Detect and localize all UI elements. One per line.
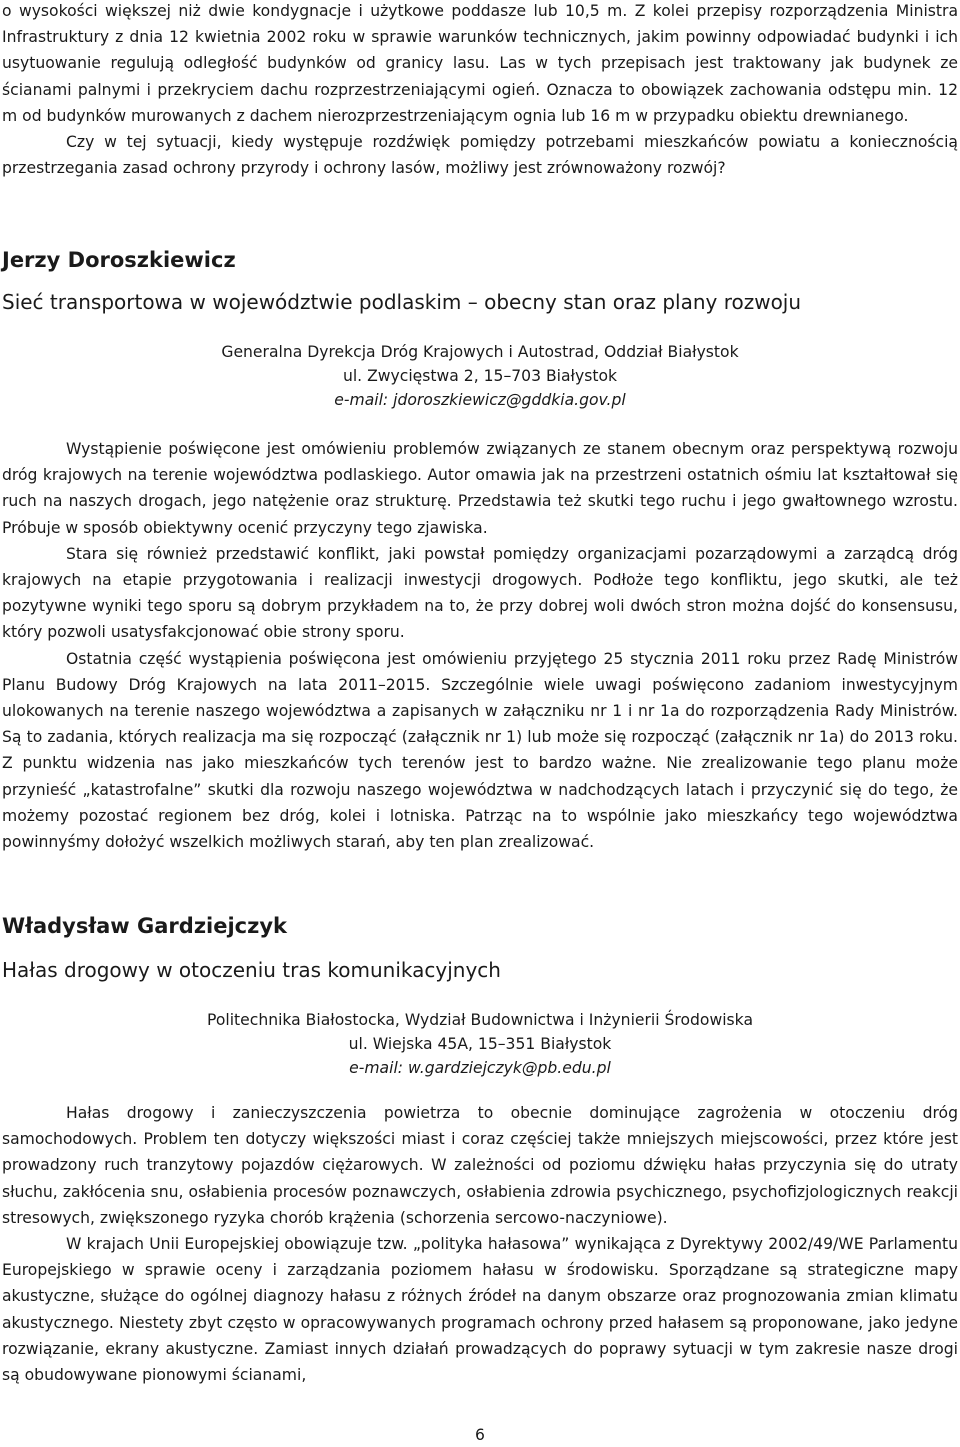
address: ul. Wiejska 45A, 15–351 Białystok xyxy=(348,1035,612,1053)
author-name: Władysław Gardziejczyk xyxy=(2,914,288,938)
article-title: Sieć transportowa w województwie podlaskim – obecny stan oraz plany rozwoju xyxy=(2,290,802,314)
article-body xyxy=(2,436,958,855)
paragraph: o wysokości większej niż dwie kondygnacje i użytkowe poddasze lub 10,5 m. Z kolei przepisy rozporządzenia Ministra Infrastruktury z dnia 12 kwietnia 2002 roku w sprawie warunków technicznych, jakim powinny odpowiadać budynki i ich usytuowanie regulują odległość budynków od granicy lasu. Las w tych przepisach jest traktowany jak budynek ze ścianami palnymi i przekryciem dachu rozprzestrzeniającymi ogień. Oznacza to obowiązek zachowania odstępu min. 12 m od budynków murowanych z dachem nierozprzestrzeniającym ognia lub 16 m w przypadku obiektu drewnianego. xyxy=(2,2,958,125)
paragraph: Stara się również przedstawić konflikt, jaki powstał pomiędzy organizacjami pozarządowymi a zarządcą dróg krajowych na etapie przygotowania i realizacji inwestycji drogowych. Podłoże tego konfliktu, jego skutki, ale też pozytywne wyniki tego sporu są dobrym przykładem na to, że przy dobrej woli dwóch stron można dojść do konsensusu, który pozwoli usatysfakcjonować obie strony sporu. xyxy=(2,544,958,642)
affiliation: Politechnika Białostocka, Wydział Budownictwa i Inżynierii Środowiska xyxy=(206,1011,753,1029)
affiliation-block xyxy=(2,340,958,412)
previous-section-body xyxy=(2,0,958,181)
email-link[interactable]: e-mail: jdoroszkiewicz@gddkia.gov.pl xyxy=(334,391,626,409)
affiliation-block xyxy=(2,1008,958,1080)
page-number: 6 xyxy=(475,1426,485,1444)
email-line xyxy=(2,388,958,412)
article-title: Hałas drogowy w otoczeniu tras komunikacyjnych xyxy=(2,958,501,982)
paragraph: Hałas drogowy i zanieczyszczenia powietrza to obecnie dominujące zagrożenia w otoczeniu dróg samochodowych. Problem ten dotyczy większości miast i coraz częściej także mniejszych miejscowości, przez które jest prowadzony ruch tranzytowy pojazdów ciężarowych. W zależności od poziomu dźwięku hałas przyczynia się do utraty słuchu, zakłócenia snu, osłabienia procesów poznawczych, osłabienia zdrowia psychicznego, psychofizjologicznych reakcji stresowych, zwiększonego ryzyka chorób krążenia (schorzenia sercowo-naczyniowe). xyxy=(2,1104,958,1227)
paragraph: W krajach Unii Europejskiej obowiązuje tzw. „polityka hałasowa” wynikająca z Dyrektywy 2002/49/WE Parlamentu Europejskiego w sprawie oceny i zarządzania poziomem hałasu w środowisku. Sporządzane są strategiczne mapy akustyczne, służące do ogólnej diagnozy hałasu z różnych źródeł na danym obszarze oraz prognozowania zmian klimatu akustycznego. Niestety zbyt często w opracowywanych programach ochrony przed hałasem są proponowane, jako jedyne rozwiązanie, ekrany akustyczne. Zamiast innych działań prowadzących do poprawy sytuacji w tym zakresie nasze drogi są obudowywane pionowymi ścianami, xyxy=(2,1235,958,1385)
article-body xyxy=(2,1100,958,1388)
email-line xyxy=(2,1056,958,1080)
paragraph: Ostatnia część wystąpienia poświęcona jest omówieniu przyjętego 25 stycznia 2011 roku przez Radę Ministrów Planu Budowy Dróg Krajowych na lata 2011–2015. Szczególnie wiele uwagi poświęcono zadaniom inwestycyjnym ulokowanych na terenie naszego województwa a zapisanych w załączniku nr 1 i nr 1a do rozporządzenia Rady Ministrów. Są to zadania, których realizacja ma się rozpocząć (załącznik nr 1) lub może się rozpocząć (załącznik nr 1a) do 2013 roku. Z punktu widzenia nas jako mieszkańców tych terenów jest to bardzo ważne. Nie zrealizowanie tego planu może przynieść „katastrofalne” skutki dla rozwoju naszego województwa w nadchodzących latach i przyczynić się do tego, że możemy pozostać regionem bez dróg, kolei i lotniska. Patrząc na to wspólnie jako mieszkańcy tego województwa powinnyśmy dołożyć wszelkich możliwych starań, aby ten plan zrealizować. xyxy=(2,649,958,852)
paragraph: Czy w tej sytuacji, kiedy występuje rozdźwięk pomiędzy potrzebami mieszkańców powiatu a koniecznością przestrzegania zasad ochrony przyrody i ochrony lasów, możliwy jest zrównoważony rozwój? xyxy=(2,133,958,178)
affiliation: Generalna Dyrekcja Dróg Krajowych i Autostrad, Oddział Białystok xyxy=(221,343,739,361)
paragraph: Wystąpienie poświęcone jest omówieniu problemów związanych ze stanem obecnym oraz perspektywą rozwoju dróg krajowych na terenie województwa podlaskiego. Autor omawia jak na przestrzeni ostatnich ośmiu lat kształtował się ruch na naszych drogach, jego natężenie oraz strukturę. Przedstawia też skutki tego ruchu i jego gwałtownego wzrostu. Próbuje w sposób obiektywny ocenić przyczyny tego zjawiska. xyxy=(2,440,958,537)
address: ul. Zwycięstwa 2, 15–703 Białystok xyxy=(342,367,618,385)
email-link[interactable]: e-mail: w.gardziejczyk@pb.edu.pl xyxy=(349,1059,611,1077)
author-name: Jerzy Doroszkiewicz xyxy=(2,248,236,272)
